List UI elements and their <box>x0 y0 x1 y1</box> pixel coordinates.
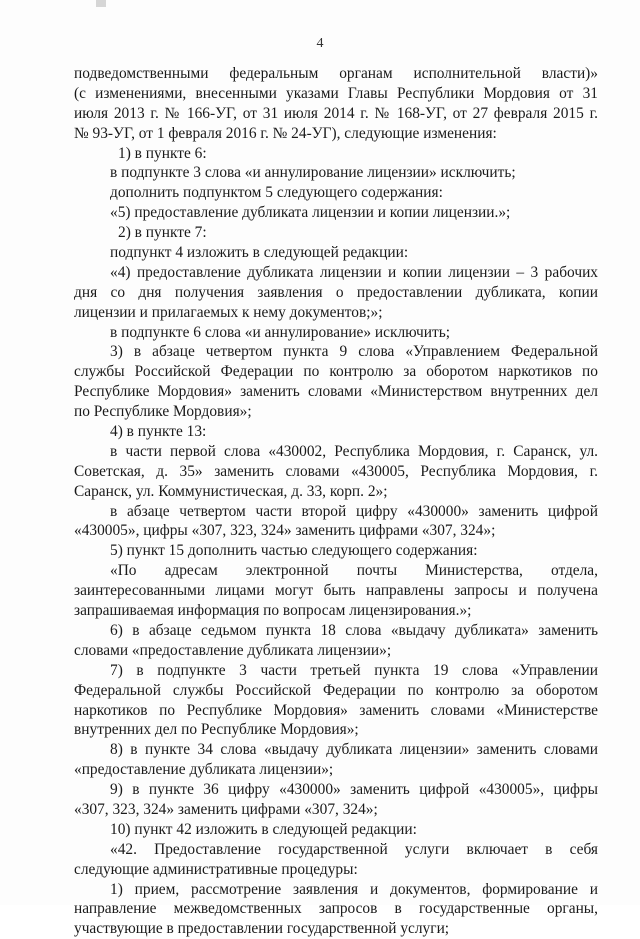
scan-artifact <box>96 0 106 7</box>
text-line: запрашиваемая информация по вопросам лицензирования.»; <box>74 602 472 620</box>
text-line: «42. Предоставление государственной услуги включает в себя <box>110 840 598 858</box>
text-line: 2) в пункте 7: <box>118 224 207 242</box>
text-line: «430005», цифры «307, 323, 324» заменить цифрами «307, 324»; <box>74 522 496 540</box>
text-line: в абзаце четвертом части второй цифру «430000» заменить цифрой <box>110 502 598 520</box>
text-line: Республике Мордовия» заменить словами «Министерством внутренних дел <box>74 383 598 401</box>
text-line: следующие административные процедуры: <box>74 860 358 878</box>
text-line: Советская, д. 35» заменить словами «430005, Республика Мордовия, г. <box>74 462 598 480</box>
text-line: в части первой слова «430002, Республика Мордовия, г. Саранск, ул. <box>110 442 598 460</box>
text-line: внутренних дел по Республике Мордовия»; <box>74 721 359 739</box>
text-line: в подпункте 3 слова «и аннулирование лицензии» исключить; <box>110 164 516 182</box>
text-line: 9) в пункте 36 цифру «430000» заменить цифрой «430005», цифры <box>110 781 598 799</box>
text-line: (с изменениями, внесенными указами Главы Республики Мордовия от 31 <box>74 84 598 102</box>
text-line: июля 2013 г. № 166-УГ, от 31 июля 2014 г. № 168-УГ, от 27 февраля 2015 г. <box>74 104 598 122</box>
text-line: наркотиков по Республике Мордовия» заменить словами «Министерстве <box>74 701 598 719</box>
document-body <box>74 64 598 939</box>
text-line: лицензии и прилагаемых к нему документов;»; <box>74 303 383 321</box>
text-line: 1) в пункте 6: <box>118 144 207 162</box>
text-line: подпункт 4 изложить в следующей редакции: <box>110 244 409 262</box>
text-line: дополнить подпунктом 5 следующего содержания: <box>110 184 443 202</box>
text-line: 3) в абзаце четвертом пункта 9 слова «Управлением Федеральной <box>110 343 598 361</box>
text-line: «По адресам электронной почты Министерства, отдела, <box>110 562 598 580</box>
page-number: 4 <box>316 36 324 51</box>
text-line: 5) пункт 15 дополнить частью следующего содержания: <box>110 542 478 560</box>
text-line: 1) прием, рассмотрение заявления и документов, формирование и <box>110 880 598 898</box>
text-line: «предоставление дубликата лицензии»; <box>74 761 334 779</box>
text-line: дня со дня получения заявления о предоставлении дубликата, копии <box>74 283 598 301</box>
text-line: «5) предоставление дубликата лицензии и копии лицензии.»; <box>110 204 511 222</box>
text-line: Федеральной службы Российской Федерации по контролю за оборотом <box>74 681 598 699</box>
text-line: 10) пункт 42 изложить в следующей редакции: <box>110 820 417 838</box>
text-line: словами «предоставление дубликата лицензии»; <box>74 641 392 659</box>
text-line: по Республике Мордовия»; <box>74 403 252 421</box>
text-line: «4) предоставление дубликата лицензии и копии лицензии – 3 рабочих <box>110 263 598 281</box>
text-line: № 93-УГ, от 1 февраля 2016 г. № 24-УГ), следующие изменения: <box>74 124 497 142</box>
text-line: подведомственными федеральным органам исполнительной власти)» <box>74 65 598 82</box>
text-line: Саранск, ул. Коммунистическая, д. 33, корп. 2»; <box>74 482 388 500</box>
text-line: заинтересованными лицами могут быть направлены запросы и получена <box>74 582 598 600</box>
text-line: 8) в пункте 34 слова «выдачу дубликата лицензии» заменить словами <box>110 741 598 759</box>
text-line: службы Российской Федерации по контролю за оборотом наркотиков по <box>74 363 598 381</box>
text-line: 6) в абзаце седьмом пункта 18 слова «выдачу дубликата» заменить <box>110 621 598 639</box>
text-line: 7) в подпункте 3 части третьей пункта 19 слова «Управлении <box>110 661 598 679</box>
text-line: направление межведомственных запросов в государственные органы, <box>74 900 598 918</box>
text-line: в подпункте 6 слова «и аннулирование» исключить; <box>110 323 451 341</box>
text-line: 4) в пункте 13: <box>110 423 207 441</box>
text-line: участвующие в предоставлении государственной услуги; <box>74 920 450 938</box>
text-line: «307, 323, 324» заменить цифрами «307, 324»; <box>74 800 378 818</box>
